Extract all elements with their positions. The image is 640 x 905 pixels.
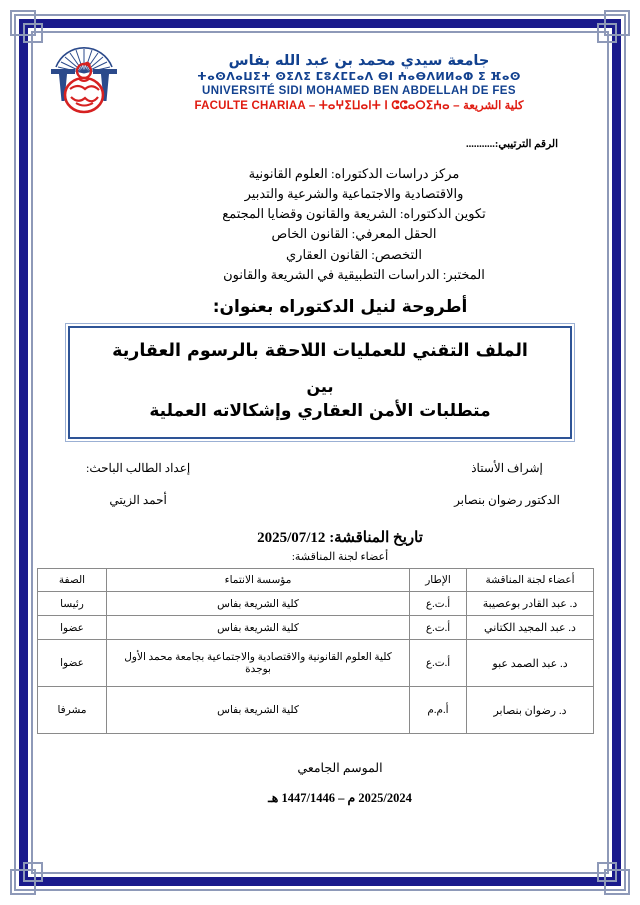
member-frame: أ.ت.ع xyxy=(410,616,467,640)
table-row xyxy=(38,640,594,687)
header-institution: مؤسسة الانتماء xyxy=(107,569,410,592)
member-name: د. عبد المجيد الكتاني xyxy=(467,616,594,640)
university-name-french: UNIVERSITÉ SIDI MOHAMED BEN ABDELLAH DE FES xyxy=(202,85,516,98)
defense-date-label: تاريخ المناقشة: 2025/07/12 xyxy=(257,530,423,547)
supervisor-block xyxy=(454,461,560,508)
faculty-name-line: FACULTE CHARIAA – ⵜⴰⵖⵉⵡⴰⵏⵜ ⵏ ⵛⵛⴰⵔⵉⵄⴰ – كلية الشريعة xyxy=(194,100,524,113)
info-line-center-cont: والاقتصادية والاجتماعية والشرعية والتدبير xyxy=(244,186,464,202)
doctoral-info-block xyxy=(46,164,594,285)
table-header-row xyxy=(38,569,594,592)
academic-years-value: 2025/2024 م – 1447/1446 هـ xyxy=(268,791,412,806)
info-line-center: مركز دراسات الدكتوراه: العلوم القانونية xyxy=(248,166,460,181)
author-supervisor-row xyxy=(46,461,594,508)
member-role: عضوا xyxy=(38,640,107,687)
thesis-title-sub: متطلبات الأمن العقاري وإشكالاته العملية xyxy=(149,401,491,422)
member-role: رئيسا xyxy=(38,592,107,616)
university-logo xyxy=(46,43,122,123)
member-role: مشرفا xyxy=(38,687,107,734)
table-row xyxy=(38,592,594,616)
academic-year-footer xyxy=(46,760,594,806)
thesis-title-main: الملف التقني للعمليات اللاحقة بالرسوم العقارية xyxy=(112,340,528,361)
member-institution: كلية الشريعة بفاس xyxy=(107,592,410,616)
student-name: أحمد الزيتي xyxy=(109,493,167,508)
header-member-name: أعضاء لجنة المناقشة xyxy=(467,569,594,592)
member-institution: كلية العلوم القانونية والاقتصادية والاجتماعية بجامعة محمد الأول بوجدة xyxy=(107,640,410,687)
supervisor-name: الدكتور رضوان بنصابر xyxy=(454,493,560,508)
header-frame: الإطار xyxy=(410,569,467,592)
info-line-specialty: التخصص: القانون العقاري xyxy=(285,246,423,262)
cover-page-content xyxy=(46,40,594,860)
member-frame: أ.ت.ع xyxy=(410,640,467,687)
supervisor-role-label: إشراف الأستاذ xyxy=(471,461,543,476)
table-row xyxy=(38,687,594,734)
serial-number-label: الرقم الترتيبي:........... xyxy=(465,139,558,150)
border-corner-inner-bottom-left xyxy=(23,862,43,882)
university-name-arabic: جامعة سيدي محمد بن عبد الله بفاس xyxy=(228,52,490,69)
border-corner-inner-top-right xyxy=(597,23,617,43)
info-line-program: تكوين الدكتوراه: الشريعة والقانون وقضايا المجتمع xyxy=(222,206,486,222)
border-corner-inner-bottom-right xyxy=(597,862,617,882)
student-role-label: إعداد الطالب الباحث: xyxy=(86,461,191,476)
border-corner-inner-top-left xyxy=(23,23,43,43)
member-institution: كلية الشريعة بفاس xyxy=(107,687,410,734)
thesis-intro-line: أطروحة لنيل الدكتوراه بعنوان: xyxy=(212,296,468,317)
member-frame: أ.م.م xyxy=(410,687,467,734)
member-role: عضوا xyxy=(38,616,107,640)
table-row xyxy=(38,616,594,640)
committee-table xyxy=(37,568,594,734)
university-name-tifinagh: ⵜⴰⵙⴷⴰⵡⵉⵜ ⵙⵉⴷⵉ ⵎⵓⵃⵎⵎⴰⴷ ⴱⵏ ⵄⴰⴱⴷⵍⵍⴰⵀ ⵉ ⴼⴰⵙ xyxy=(197,70,521,84)
member-name: د. عبد الصمد عبو xyxy=(467,640,594,687)
letterhead-text-block xyxy=(128,53,584,113)
member-frame: أ.ت.ع xyxy=(410,592,467,616)
university-letterhead xyxy=(46,40,594,126)
header-role: الصفة xyxy=(38,569,107,592)
info-line-field: الحقل المعرفي: القانون الخاص xyxy=(271,226,437,242)
thesis-title-connector: بين xyxy=(306,377,334,397)
student-block xyxy=(86,461,190,508)
academic-season-label: الموسم الجامعي xyxy=(297,761,383,776)
thesis-title-box xyxy=(68,326,572,439)
member-name: د. رضوان بنصابر xyxy=(467,687,594,734)
member-institution: كلية الشريعة بفاس xyxy=(107,616,410,640)
info-line-laboratory: المختبر: الدراسات التطبيقية في الشريعة والقانون xyxy=(223,266,485,282)
member-name: د. عبد القادر بوعصيبة xyxy=(467,592,594,616)
committee-caption: أعضاء لجنة المناقشة: xyxy=(291,551,389,564)
